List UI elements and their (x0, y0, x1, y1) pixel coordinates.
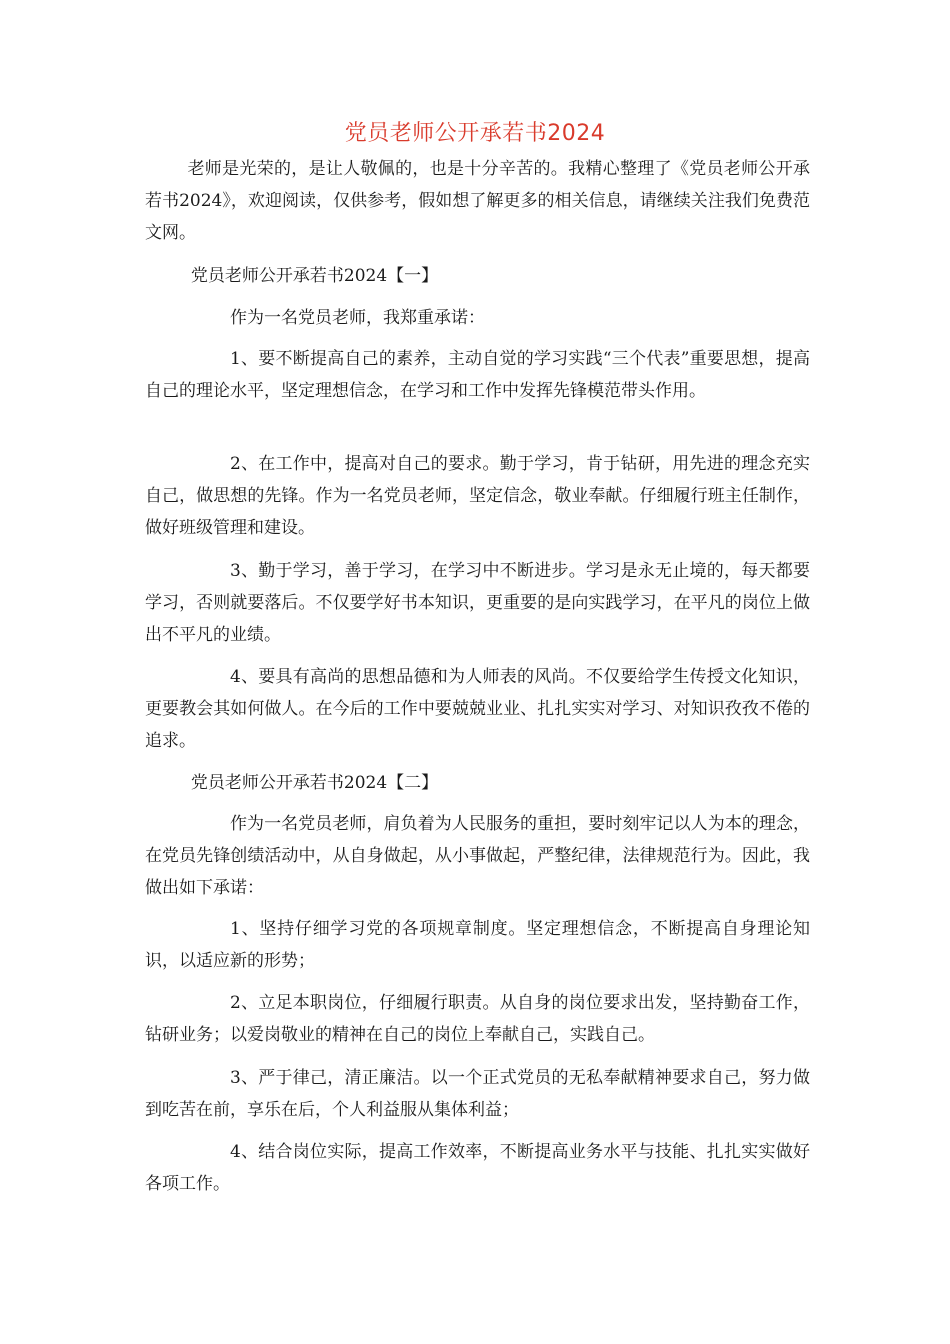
section1-lead: 作为一名党员老师，我郑重承诺： (230, 308, 485, 328)
section2-item-3: 3、严于律己，清正廉洁。以一个正式党员的无私奉献精神要求自己，努力做到吃苦在前，享乐在后，个人利益服从集体利益； (145, 1068, 810, 1120)
section1-item-1: 1、要不断提高自己的素养，主动自觉的学习实践“三个代表”重要思想，提高自己的理论水平，坚定理想信念，在学习和工作中发挥先锋模范带头作用。 (145, 349, 810, 401)
intro-paragraph: 老师是光荣的，是让人敬佩的，也是十分辛苦的。我精心整理了《党员老师公开承若书2024》，欢迎阅读，仅供参考，假如想了解更多的相关信息，请继续关注我们免费范文网。 (145, 159, 810, 243)
section1-item-4: 4、要具有高尚的思想品德和为人师表的风尚。不仅要给学生传授文化知识，更要教会其如何做人。在今后的工作中要兢兢业业、扎扎实实对学习、对知识孜孜不倦的追求。 (145, 667, 810, 751)
section2-item-4: 4、结合岗位实际，提高工作效率，不断提高业务水平与技能、扎扎实实做好各项工作。 (145, 1142, 810, 1194)
section1-heading: 党员老师公开承若书2024【一】 (190, 266, 439, 286)
section2-lead: 作为一名党员老师，肩负着为人民服务的重担，要时刻牢记以人为本的理念，在党员先锋创绩活动中，从自身做起，从小事做起，严整纪律，法律规范行为。因此，我做出如下承诺： (145, 814, 810, 898)
section2-item-2: 2、立足本职岗位，仔细履行职责。从自身的岗位要求出发，坚持勤奋工作，钻研业务；以爱岗敬业的精神在自己的岗位上奉献自己，实践自己。 (145, 993, 810, 1045)
document-title: 党员老师公开承若书2024 (344, 121, 606, 146)
section1-item-2: 2、在工作中，提高对自己的要求。勤于学习，肯于钻研，用先进的理念充实自己，做思想的先锋。作为一名党员老师，坚定信念，敬业奉献。仔细履行班主任制作，做好班级管理和建设。 (145, 454, 810, 538)
section2-heading: 党员老师公开承若书2024【二】 (190, 773, 439, 793)
section2-item-1: 1、坚持仔细学习党的各项规章制度。坚定理想信念，不断提高自身理论知识，以适应新的形势； (145, 919, 810, 971)
section1-item-3: 3、勤于学习，善于学习，在学习中不断进步。学习是永无止境的，每天都要学习，否则就要落后。不仅要学好书本知识，更重要的是向实践学习，在平凡的岗位上做出不平凡的业绩。 (145, 561, 810, 645)
